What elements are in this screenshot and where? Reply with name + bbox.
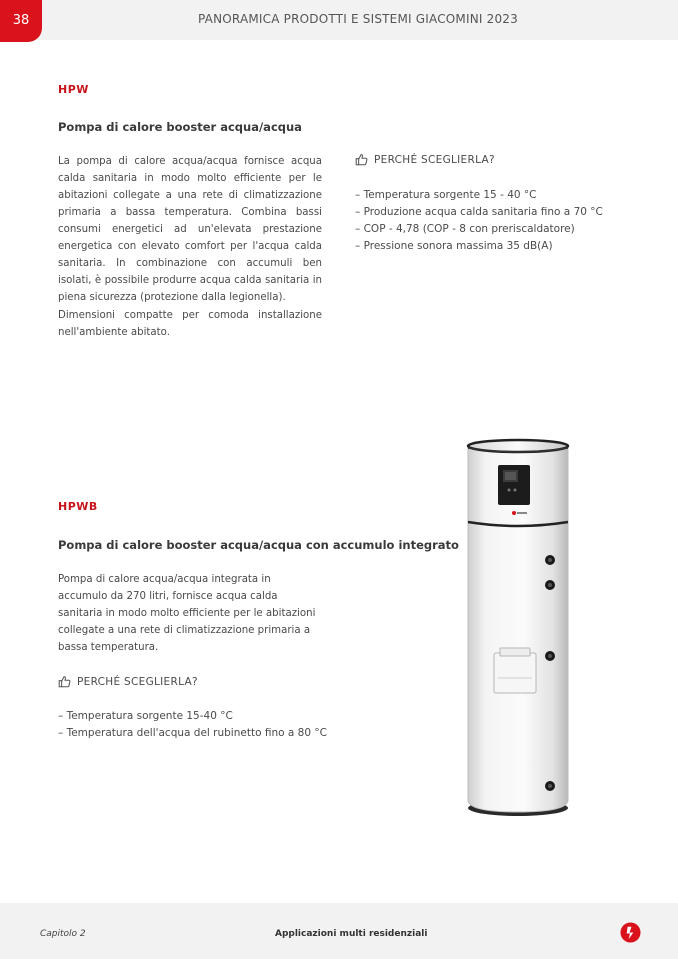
list-item: – Temperatura sorgente 15-40 °C <box>58 708 327 725</box>
heat-pump-water-heater-image <box>462 438 574 818</box>
hpwb-description: Pompa di calore acqua/acqua integrata in accumulo da 270 litri, fornisce acqua calda sanitaria in modo molto efficiente per le abitazioni collegate a una rete di climatizzazione primaria a bassa temperatura. <box>58 574 316 653</box>
hpw-description: La pompa di calore acqua/acqua fornisce acqua calda sanitaria in modo molto efficiente per le abitazioni collegate a una rete di climatizzazione primaria a bassa temperatura. Combina bassi consumi energetici ad un'elevata prestazione energetica con elevato comfort per l'acqua calda sanitaria. In combinazione con accumuli ben isolati, è possibile produrre acqua calda sanitaria in piena sicurezza (protezione dalla legionella). <box>58 156 322 303</box>
hpwb-why-label: PERCHÉ SCEGLIERLA? <box>77 675 198 688</box>
list-item: – Produzione acqua calda sanitaria fino a 70 °C <box>355 204 603 221</box>
footer-chapter: Capitolo 2 <box>40 929 86 939</box>
hpw-description-2: Dimensioni compatte per comoda installazione nell'ambiente abitato. <box>58 310 322 338</box>
hpw-why-label: PERCHÉ SCEGLIERLA? <box>374 153 495 166</box>
footer-section: Applicazioni multi residenziali <box>275 929 428 939</box>
hpw-features-list <box>355 187 603 255</box>
hpw-subtitle: Pompa di calore booster acqua/acqua <box>58 120 302 134</box>
header-title: PANORAMICA PRODOTTI E SISTEMI GIACOMINI 2023 <box>198 12 518 26</box>
list-item: – Temperatura sorgente 15 - 40 °C <box>355 187 603 204</box>
list-item: – Pressione sonora massima 35 dB(A) <box>355 238 603 255</box>
list-item: – Temperatura dell'acqua del rubinetto fino a 80 °C <box>58 725 327 742</box>
hpwb-features-list <box>58 708 327 742</box>
hpw-why-heading <box>355 153 495 166</box>
hpwb-model-label: HPWB <box>58 500 98 513</box>
hpwb-subtitle: Pompa di calore booster acqua/acqua con accumulo integrato <box>58 538 459 552</box>
thumbs-up-icon <box>355 153 368 166</box>
giacomini-logo-icon <box>620 922 641 943</box>
thumbs-up-icon <box>58 675 71 688</box>
list-item: – COP - 4,78 (COP - 8 con preriscaldatore) <box>355 221 603 238</box>
hpwb-why-heading <box>58 675 198 688</box>
page-number: 38 <box>0 0 42 42</box>
hpw-model-label: HPW <box>58 83 89 96</box>
page-header <box>0 0 678 40</box>
page-footer <box>0 903 678 959</box>
